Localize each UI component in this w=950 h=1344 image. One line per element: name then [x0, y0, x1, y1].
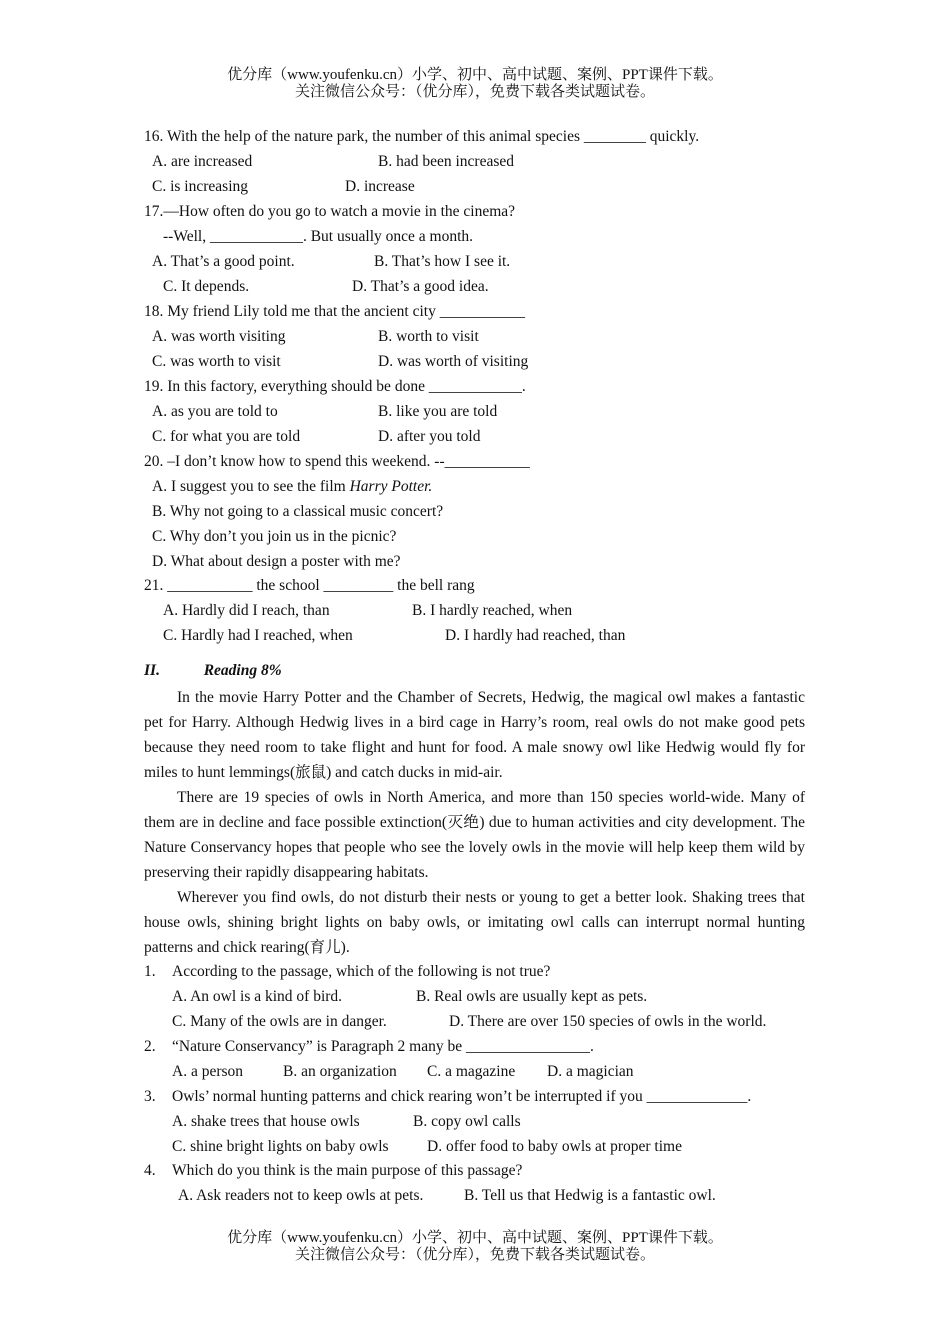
question-16-option-c: C. is increasing [152, 178, 248, 195]
page-footer [0, 1230, 950, 1264]
question-19-option-a: A. as you are told to [152, 403, 278, 420]
reading-question-2-option-d: D. a magician [547, 1063, 634, 1080]
footer-line-2: 关注微信公众号：（优分库），免费下载各类试题试卷。 [294, 1247, 655, 1263]
passage-paragraph-2-text: There are 19 species of owls in North America, and more than 150 species world-wide. Many of them are in decline and face possible extinction(灭绝) due to human activities and city development. The Nature Conservancy hopes that people who see the lovely owls in the movie will help keep them wild by preserving their rapidly disappearing habitats. [144, 789, 805, 881]
reading-question-2-stem: “Nature Conservancy” is Paragraph 2 many be ________________. [172, 1038, 594, 1055]
question-19-option-c: C. for what you are told [152, 428, 301, 445]
question-21-option-a: A. Hardly did I reach, than [163, 602, 330, 619]
section-heading [144, 662, 282, 680]
question-20-option-a-text: A. I suggest you to see the film [152, 478, 350, 495]
question-17-stem: 17.—How often do you go to watch a movie in the cinema? [144, 203, 516, 220]
passage-paragraph-3 [144, 885, 805, 960]
question-18-option-c: C. was worth to visit [152, 353, 281, 370]
reading-question-2-option-a: A. a person [172, 1063, 244, 1080]
reading-question-3-option-a: A. shake trees that house owls [172, 1113, 360, 1130]
question-20-stem: 20. –I don’t know how to spend this weekend. --___________ [144, 453, 530, 470]
question-20-option-d: D. What about design a poster with me? [152, 553, 401, 570]
question-17-option-b: B. That’s how I see it. [374, 253, 511, 270]
question-16-option-b: B. had been increased [378, 153, 514, 170]
reading-question-4-option-a: A. Ask readers not to keep owls at pets. [178, 1187, 424, 1204]
question-18-option-a: A. was worth visiting [152, 328, 286, 345]
reading-question-1-option-a: A. An owl is a kind of bird. [172, 988, 343, 1005]
question-17-option-a: A. That’s a good point. [152, 253, 295, 270]
question-19-option-d: D. after you told [378, 428, 481, 445]
question-18-option-d: D. was worth of visiting [378, 353, 529, 370]
reading-question-1-option-c: C. Many of the owls are in danger. [172, 1013, 387, 1030]
reading-question-2-option-b: B. an organization [283, 1063, 397, 1080]
reading-question-1-option-b: B. Real owls are usually kept as pets. [416, 988, 648, 1005]
question-21-stem: 21. ___________ the school _________ the bell rang [144, 577, 475, 594]
question-20-option-b: B. Why not going to a classical music concert? [152, 503, 444, 520]
passage-paragraph-1-text: In the movie Harry Potter and the Chamber of Secrets, Hedwig, the magical owl makes a fantastic pet for Harry. Although Hedwig lives in a bird cage in Harry’s room, real owls do not make good pets because they need room to take flight and hunt for food. A male snowy owl like Hedwig would fly for miles to hunt lemmings(旅鼠) and catch ducks in mid-air. [144, 689, 805, 781]
question-18-stem: 18. My friend Lily told me that the ancient city ___________ [144, 303, 525, 320]
reading-question-1-number: 1. [144, 963, 156, 980]
question-16-option-d: D. increase [345, 178, 415, 195]
section-title: Reading 8% [203, 662, 282, 679]
question-18-option-b: B. worth to visit [378, 328, 479, 345]
reading-question-2-option-c: C. a magazine [427, 1063, 516, 1080]
header-line-2: 关注微信公众号：（优分库），免费下载各类试题试卷。 [294, 84, 655, 100]
question-19-option-b: B. like you are told [378, 403, 498, 420]
question-19-stem: 19. In this factory, everything should be done ____________. [144, 378, 526, 395]
reading-question-1-stem: According to the passage, which of the following is not true? [172, 963, 551, 980]
question-21-option-c: C. Hardly had I reached, when [163, 627, 353, 644]
passage-paragraph-2 [144, 785, 805, 885]
question-16-stem: 16. With the help of the nature park, the number of this animal species ________ quickly. [144, 128, 700, 145]
reading-question-3-option-c: C. shine bright lights on baby owls [172, 1138, 389, 1155]
question-21-option-d: D. I hardly had reached, than [445, 627, 626, 644]
question-17-stem-reply: --Well, ____________. But usually once a month. [163, 228, 473, 245]
reading-question-3-option-b: B. copy owl calls [413, 1113, 521, 1130]
reading-question-3-number: 3. [144, 1088, 156, 1105]
film-title: Harry Potter. [349, 478, 433, 495]
reading-question-1-option-d: D. There are over 150 species of owls in the world. [449, 1013, 767, 1030]
reading-question-3-option-d: D. offer food to baby owls at proper time [427, 1138, 682, 1155]
question-17-option-c: C. It depends. [163, 278, 250, 295]
section-number: II. [144, 662, 160, 679]
header-line-1: 优分库（www.youfenku.cn）小学、初中、高中试题、案例、PPT课件下载。 [227, 67, 723, 83]
reading-question-2-number: 2. [144, 1038, 156, 1055]
question-21-option-b: B. I hardly reached, when [412, 602, 573, 619]
page-header [0, 67, 950, 101]
question-20-option-a [152, 477, 432, 497]
question-20-option-c: C. Why don’t you join us in the picnic? [152, 528, 397, 545]
reading-question-4-option-b: B. Tell us that Hedwig is a fantastic owl. [464, 1187, 716, 1204]
question-16-option-a: A. are increased [152, 153, 253, 170]
reading-question-4-stem: Which do you think is the main purpose of this passage? [172, 1162, 523, 1179]
passage-paragraph-1 [144, 685, 805, 785]
question-17-option-d: D. That’s a good idea. [352, 278, 489, 295]
reading-question-4-number: 4. [144, 1162, 156, 1179]
passage-paragraph-3-text: Wherever you find owls, do not disturb their nests or young to get a better look. Shaking trees that house owls, shining bright lights on baby owls, or imitating owl calls can interrupt normal hunting patterns and chick rearing(育儿). [144, 889, 805, 956]
reading-question-3-stem: Owls’ normal hunting patterns and chick rearing won’t be interrupted if you _____________. [172, 1088, 752, 1105]
footer-line-1: 优分库（www.youfenku.cn）小学、初中、高中试题、案例、PPT课件下载。 [227, 1230, 723, 1246]
